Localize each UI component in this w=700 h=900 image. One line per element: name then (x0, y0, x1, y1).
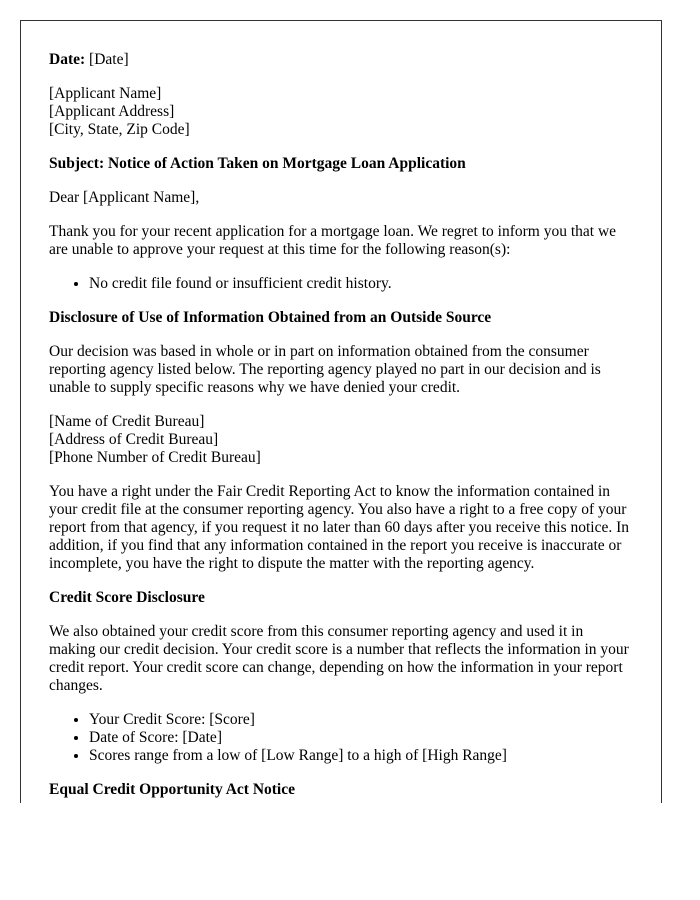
credit-score-date-item: • Date of Score: [Date] (89, 729, 633, 747)
applicant-city-state-zip: [City, State, Zip Code] (49, 121, 190, 138)
date-line (49, 51, 633, 69)
credit-score-heading: Credit Score Disclosure (49, 589, 205, 606)
credit-score-item: • Your Credit Score: [Score] (89, 711, 633, 729)
credit-bureau-block (49, 413, 633, 467)
disclosure-paragraph: Our decision was based in whole or in part on information obtained from the consumer reporting agency listed below. The reporting agency played no part in our decision and is unable to supply specific reasons why we have denied your credit. (49, 343, 601, 396)
credit-score-list (49, 711, 633, 765)
ecoa-heading: Equal Credit Opportunity Act Notice (49, 781, 295, 798)
subject-line: Subject: Notice of Action Taken on Mortgage Loan Application (49, 155, 466, 172)
reasons-list (49, 275, 633, 293)
reason-item: • No credit file found or insufficient credit history. (89, 275, 633, 293)
date-value: [Date] (89, 51, 129, 68)
letter-page (20, 20, 662, 803)
applicant-name: [Applicant Name] (49, 85, 162, 102)
applicant-address: [Applicant Address] (49, 103, 175, 120)
bureau-address: [Address of Credit Bureau] (49, 431, 219, 448)
credit-score-paragraph: We also obtained your credit score from this consumer reporting agency and used it in making our credit decision. Your credit score is a number that reflects the information in your credit report. Your credit score can change, depending on how the information in your report changes. (49, 623, 629, 694)
intro-paragraph: Thank you for your recent application for a mortgage loan. We regret to inform you that we are unable to approve your request at this time for the following reason(s): (49, 223, 617, 258)
bureau-name: [Name of Credit Bureau] (49, 413, 205, 430)
disclosure-heading: Disclosure of Use of Information Obtained from an Outside Source (49, 309, 492, 326)
letter-content (21, 21, 661, 799)
bureau-phone: [Phone Number of Credit Bureau] (49, 449, 261, 466)
salutation: Dear [Applicant Name], (49, 189, 200, 206)
credit-score-range-item: • Scores range from a low of [Low Range] to a high of [High Range] (89, 747, 633, 765)
date-label: Date: (49, 51, 86, 68)
rights-paragraph: You have a right under the Fair Credit Reporting Act to know the information contained in your credit file at the consumer reporting agency. You also have a right to a free copy of your report from that agency, if you request it no later than 60 days after you receive this notice. In addition, if you find that any information contained in the report you receive is inaccurate or incomplete, you have the right to dispute the matter with the reporting agency. (49, 483, 630, 572)
applicant-address-block (49, 85, 633, 139)
